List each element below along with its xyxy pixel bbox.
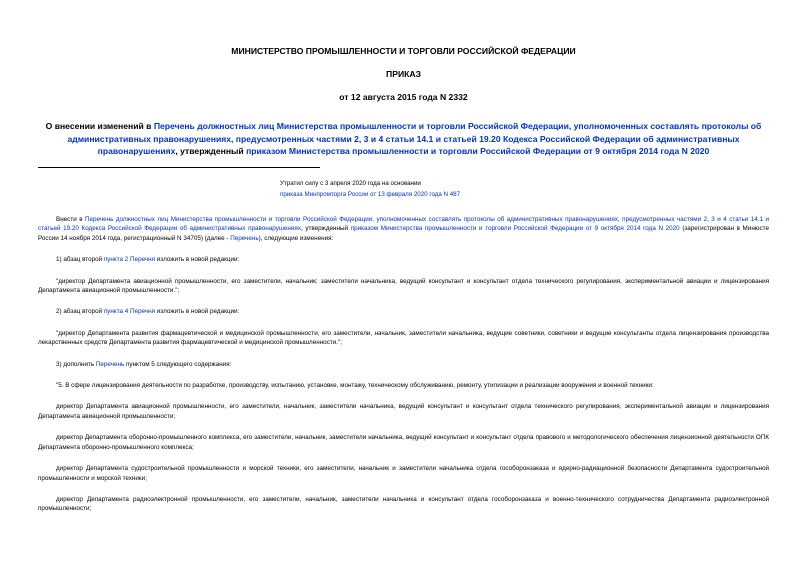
paragraph-intro	[38, 215, 769, 243]
link-item-4[interactable]: пункта 4 Перечня	[103, 308, 156, 316]
divider	[38, 167, 320, 168]
document-title	[38, 120, 769, 158]
paragraph-item-1	[38, 255, 769, 264]
paragraph-quote-1: "директор Департамента авиационной промышленности, его заместители, начальник; заместители начальника, ведущий консультант и консультант отдела технического регулирования, экспериментальной авиации и лицензирования Департамента авиационной промышленности.";	[38, 277, 769, 295]
link-perechen-2[interactable]: Перечень	[95, 360, 125, 368]
paragraph-item-2	[38, 307, 769, 316]
text: ), следующие изменения:	[258, 234, 334, 242]
text: 3) дополнить	[56, 360, 96, 368]
title-link-order[interactable]: приказом Министерства промышленности и торговли Российской Федерации от 9 октября 2014 года N 2020	[246, 146, 710, 156]
text: , утвержденный	[300, 225, 351, 233]
text: Внести в	[56, 216, 86, 223]
link-item-2[interactable]: пункта 2 Перечня	[103, 256, 156, 264]
link-perechen[interactable]: Перечень	[230, 234, 259, 242]
text: 1) абзац второй	[56, 256, 104, 264]
status-note	[280, 178, 540, 200]
link-order[interactable]: приказом Министерства промышленности и торговли Российской Федерации от 9 октября 2014 года N 2020	[350, 225, 680, 233]
text: изложить в новой редакции:	[155, 308, 240, 316]
paragraph-item-3	[38, 360, 769, 369]
paragraph-quote-2: "директор Департамента развития фармацевтической и медицинской промышленности, его заместители, начальник, заместители начальника, ведущие советники, советники и ведущие консультанты отдела лицензирования производства лекарственных средств Департамента развития фармацевтической и медицинской промышленности.";	[38, 329, 769, 347]
text: изложить в новой редакции:	[155, 256, 240, 264]
document-body	[38, 215, 769, 514]
paragraph-shipbuilding: директор Департамента судостроительной промышленности и морской техники, его заместители, начальник и заместители начальника отдела гособоронзаказа и ядерно-радиационной безопасности Департамента судостроительной промышленности и морской техники;	[38, 465, 769, 482]
text: 2) абзац второй	[56, 308, 104, 316]
title-link-list[interactable]: Перечень должностных лиц Министерства промышленности и торговли Российской Федерации, уполномоченных составлять протоколы об административных правонарушениях, предусмотренных частями 2, 3 и 4 статьи 14.1 и статьей 19.20 Кодекса Российской Федерации об административных правонарушениях	[67, 121, 762, 156]
title-middle: , утвержденный	[175, 146, 247, 156]
document-date: от 12 августа 2015 года N 2332	[339, 92, 468, 102]
paragraph-defense: директор Департамента оборонно-промышленного комплекса, его заместители, начальник, заместители начальника, ведущий консультант и консультант отдела правового и методологического обеспечения лицензионной деятельности ОПК Департамента оборонно-промышленного комплекса;	[38, 434, 769, 451]
link-list[interactable]: Перечень должностных лиц Министерства промышленности и торговли Российской Федерации, уполномоченных составлять протоколы об административных правонарушениях, предусмотренных частями 2, 3 и 4 статьи 14.1 и статьей 19.20 Кодекса Российской Федерации об административных правонарушениях	[38, 216, 769, 233]
note-line1: Утратил силу с 3 апреля 2020 года на основании	[280, 180, 421, 187]
paragraph-radioelectronic: директор Департамента радиоэлектронной промышленности, его заместители, начальник, заместители начальника и консультант отдела гособоронзаказа и военно-технического сотрудничества Департамента радиоэлектронной промышленности;	[38, 495, 769, 513]
paragraph-aviation: директор Департамента авиационной промышленности, его заместители, начальник, заместители начальника, ведущий консультант и консультант отдела технического регулирования, экспериментальной авиации и лицензирования Департамента авиационной промышленности;	[38, 403, 769, 420]
ministry-heading: МИНИСТЕРСТВО ПРОМЫШЛЕННОСТИ И ТОРГОВЛИ РОССИЙСКОЙ ФЕДЕРАЦИИ	[231, 46, 576, 56]
title-prefix: О внесении изменений в	[45, 121, 154, 131]
text: пунктом 5 следующего содержания:	[124, 360, 232, 368]
paragraph-clause-5: "5. В сфере лицензирования деятельности по разработке, производству, испытанию, установке, монтажу, техническому обслуживанию, ремонту, утилизации и реализации вооружения и военной техники:	[56, 382, 654, 390]
text: (зарегистрирован в Минюсте России 14 ноября 2014 года, регистрационный N 34705) (далее -	[38, 225, 769, 242]
document-type: ПРИКАЗ	[386, 69, 421, 79]
note-link[interactable]: приказа Минпромторга России от 13 февраля 2020 года N 487	[280, 191, 461, 198]
